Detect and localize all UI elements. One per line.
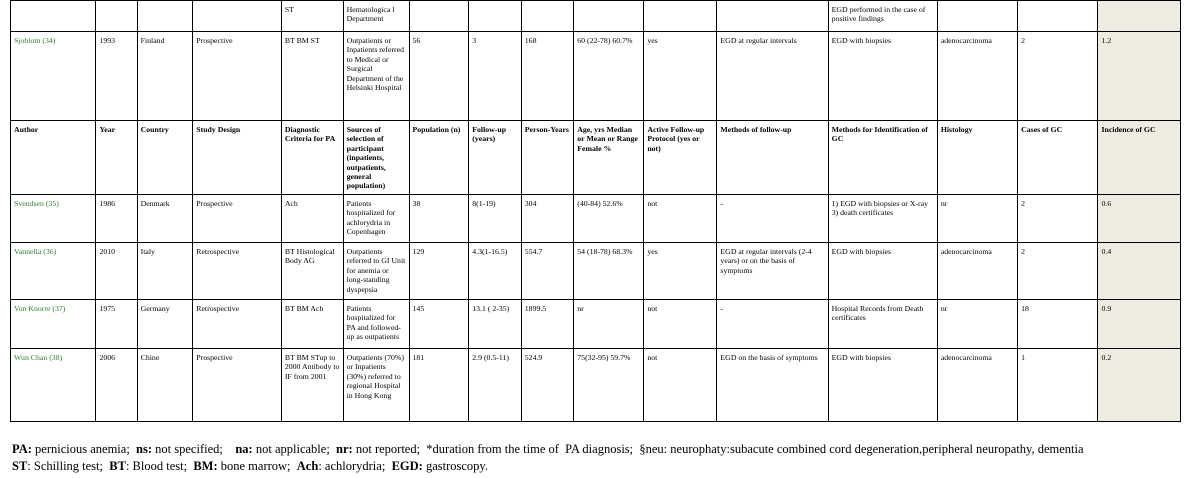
footnote-definition: : Blood test; <box>125 459 194 473</box>
cell-study-design: Retrospective <box>193 300 282 349</box>
footnote-abbreviation: ST <box>12 459 28 473</box>
cell-study-design <box>193 1 282 32</box>
footnote-abbreviation: nr: <box>336 442 353 456</box>
footnote-abbreviation: EGD: <box>391 459 423 473</box>
cell-person-years: 304 <box>521 195 574 243</box>
footnote-definition: not applicable; <box>252 442 337 456</box>
cell-person-years: 168 <box>521 32 574 121</box>
cell-country: Finland <box>137 32 193 121</box>
cell-sources: Patients hospitalized for achlorydria in Copenhagen <box>343 195 409 243</box>
header-diagnostic-criteria: Diagnostic Criteria for PA <box>281 121 343 195</box>
cell-histology: nr <box>937 195 1017 243</box>
header-methods-follow-up: Methods of follow-up <box>717 121 828 195</box>
footnote-abbreviation: BM: <box>193 459 218 473</box>
cell-histology: nr <box>937 300 1017 349</box>
cell-year: 1986 <box>96 195 137 243</box>
table-row <box>11 349 1181 422</box>
cell-follow-up: 4.3(1-16.5) <box>469 243 522 300</box>
cell-incidence: 0.4 <box>1098 243 1181 300</box>
footnote-abbreviation: BT <box>109 459 126 473</box>
header-methods-identification: Methods for Identification of GC <box>828 121 937 195</box>
cell-methods-identification: EGD with biopsies <box>828 243 937 300</box>
cell-age: nr <box>574 300 644 349</box>
table-row <box>11 195 1181 243</box>
cell-diagnostic-criteria: Ach <box>281 195 343 243</box>
cell-age: 75(32-95) 59.7% <box>574 349 644 422</box>
header-population: Population (n) <box>409 121 469 195</box>
footnote-abbreviation: PA: <box>12 442 32 456</box>
cell-methods-identification: EGD with biopsies <box>828 349 937 422</box>
cell-year: 2010 <box>96 243 137 300</box>
footnote-line-abbreviations-2 <box>12 458 1182 475</box>
cell-author: Sjoblom (34) <box>11 32 96 121</box>
footnote-definition: not reported; *duration from the time of PA diagnosis; §neu: neurophaty:subacute combined cord degeneration,peripheral neuropathy, dementia <box>352 442 1084 456</box>
cell-year <box>96 1 137 32</box>
cell-follow-up <box>469 1 522 32</box>
footnote-definition: gastroscopy. <box>422 459 488 473</box>
header-follow-up: Follow-up (years) <box>469 121 522 195</box>
header-row <box>11 121 1181 195</box>
cell-incidence: 0.9 <box>1098 300 1181 349</box>
header-study-design: Study Design <box>193 121 282 195</box>
table-row <box>11 32 1181 121</box>
header-incidence: Incidence of GC <box>1098 121 1181 195</box>
cell-follow-up: 13.1 ( 2-35) <box>469 300 522 349</box>
cell-sources: Outpatients referred to GI Unit for anemia or long-standing dyspepsia <box>343 243 409 300</box>
cell-incidence: 1.2 <box>1098 32 1181 121</box>
gastric-cancer-studies-table <box>10 0 1181 422</box>
cell-diagnostic-criteria: BT BM STup to 2000 Antibody to IF from 2001 <box>281 349 343 422</box>
header-histology: Histology <box>937 121 1017 195</box>
cell-histology: adenocarcinoma <box>937 243 1017 300</box>
cell-diagnostic-criteria: BT BM Ach <box>281 300 343 349</box>
table-footnotes <box>12 441 1182 475</box>
cell-incidence: 0.2 <box>1098 349 1181 422</box>
cell-population: 145 <box>409 300 469 349</box>
cell-histology: adenocarcinoma <box>937 349 1017 422</box>
cell-age: 54 (18-78) 68.3% <box>574 243 644 300</box>
cell-person-years: 554.7 <box>521 243 574 300</box>
cell-population <box>409 1 469 32</box>
cell-study-design: Retrospective <box>193 243 282 300</box>
cell-country: Germany <box>137 300 193 349</box>
cell-population: 181 <box>409 349 469 422</box>
cell-population: 38 <box>409 195 469 243</box>
cell-active-protocol: yes <box>644 32 717 121</box>
cell-methods-identification: Hospital Records from Death certificates <box>828 300 937 349</box>
cell-incidence: 0.6 <box>1098 195 1181 243</box>
cell-person-years <box>521 1 574 32</box>
cell-author: Von Knorre (37) <box>11 300 96 349</box>
footnote-definition: not specified; <box>152 442 236 456</box>
cell-methods-identification: 1) EGD with biopsies or X-ray 3) death certificates <box>828 195 937 243</box>
cell-methods-follow-up <box>717 1 828 32</box>
cell-sources: Outpatients or Inpatients referred to Medical or Surgical Department of the Helsinki Hospital <box>343 32 409 121</box>
cell-cases: 2 <box>1018 243 1098 300</box>
cell-cases: 18 <box>1018 300 1098 349</box>
cell-incidence <box>1098 1 1181 32</box>
footnote-definition: bone marrow; <box>217 459 297 473</box>
header-cases: Cases of GC <box>1018 121 1098 195</box>
cell-author: Wun Chan (38) <box>11 349 96 422</box>
cell-year: 1993 <box>96 32 137 121</box>
cell-methods-identification: EGD performed in the case of positive findings <box>828 1 937 32</box>
cell-active-protocol: not <box>644 349 717 422</box>
footnote-definition: : Schilling test; <box>27 459 110 473</box>
header-age: Age, yrs Median or Mean or Range Female % <box>574 121 644 195</box>
cell-population: 56 <box>409 32 469 121</box>
cell-population: 129 <box>409 243 469 300</box>
cell-person-years: 1899.5 <box>521 300 574 349</box>
footnote-abbreviation: na: <box>235 442 253 456</box>
cell-follow-up: 8(1-19) <box>469 195 522 243</box>
cell-sources: Outpatients (70%) or Inpatients (30%) referred to regional Hospital in Hong Kong <box>343 349 409 422</box>
cell-diagnostic-criteria: BT BM ST <box>281 32 343 121</box>
cell-person-years: 524.9 <box>521 349 574 422</box>
cell-study-design: Prospective <box>193 32 282 121</box>
cell-country: Italy <box>137 243 193 300</box>
cell-methods-follow-up: EGD at regular intervals <box>717 32 828 121</box>
cell-author: Svendsen (35) <box>11 195 96 243</box>
table-row <box>11 300 1181 349</box>
cell-country <box>137 1 193 32</box>
cell-age <box>574 1 644 32</box>
cell-year: 2006 <box>96 349 137 422</box>
cell-follow-up: 2.9 (0.5-11) <box>469 349 522 422</box>
header-year: Year <box>96 121 137 195</box>
cell-active-protocol: not <box>644 195 717 243</box>
header-author: Author <box>11 121 96 195</box>
cell-cases: 2 <box>1018 32 1098 121</box>
header-active-protocol: Active Follow-up Protocol (yes or not) <box>644 121 717 195</box>
footnote-line-abbreviations-1 <box>12 441 1182 458</box>
cell-country: Denmark <box>137 195 193 243</box>
footnote-definition: : achlorydria; <box>318 459 392 473</box>
cell-active-protocol <box>644 1 717 32</box>
footnote-abbreviation: Ach <box>296 459 319 473</box>
header-sources: Sources of selection of participant (inpatients, outpatients, general population) <box>343 121 409 195</box>
cell-author: Vannella (36) <box>11 243 96 300</box>
cell-methods-follow-up: - <box>717 300 828 349</box>
cell-sources: Hematologica l Department <box>343 1 409 32</box>
header-person-years: Person-Years <box>521 121 574 195</box>
cell-study-design: Prospective <box>193 349 282 422</box>
footnote-definition: pernicious anemia; <box>31 442 137 456</box>
cell-country: Chine <box>137 349 193 422</box>
cell-active-protocol: yes <box>644 243 717 300</box>
header-country: Country <box>137 121 193 195</box>
cell-histology: adenocarcinoma <box>937 32 1017 121</box>
cell-study-design: Prospective <box>193 195 282 243</box>
cell-follow-up: 3 <box>469 32 522 121</box>
table-row <box>11 1 1181 32</box>
cell-year: 1975 <box>96 300 137 349</box>
cell-methods-identification: EGD with biopsies <box>828 32 937 121</box>
cell-methods-follow-up: EGD on the basis of symptoms <box>717 349 828 422</box>
cell-cases: 1 <box>1018 349 1098 422</box>
cell-age: 60 (22-78) 60.7% <box>574 32 644 121</box>
cell-cases <box>1018 1 1098 32</box>
cell-methods-follow-up: - <box>717 195 828 243</box>
cell-diagnostic-criteria: ST <box>281 1 343 32</box>
table-row <box>11 243 1181 300</box>
cell-histology <box>937 1 1017 32</box>
cell-cases: 2 <box>1018 195 1098 243</box>
cell-methods-follow-up: EGD at regular intervals (2-4 years) or on the basis of symptoms <box>717 243 828 300</box>
cell-sources: Patients hospitalized for PA and followed-up as outpatients <box>343 300 409 349</box>
cell-active-protocol: not <box>644 300 717 349</box>
footnote-abbreviation: ns: <box>136 442 153 456</box>
cell-diagnostic-criteria: BT Histological Body AG <box>281 243 343 300</box>
cell-age: (40-84) 52.6% <box>574 195 644 243</box>
cell-author <box>11 1 96 32</box>
